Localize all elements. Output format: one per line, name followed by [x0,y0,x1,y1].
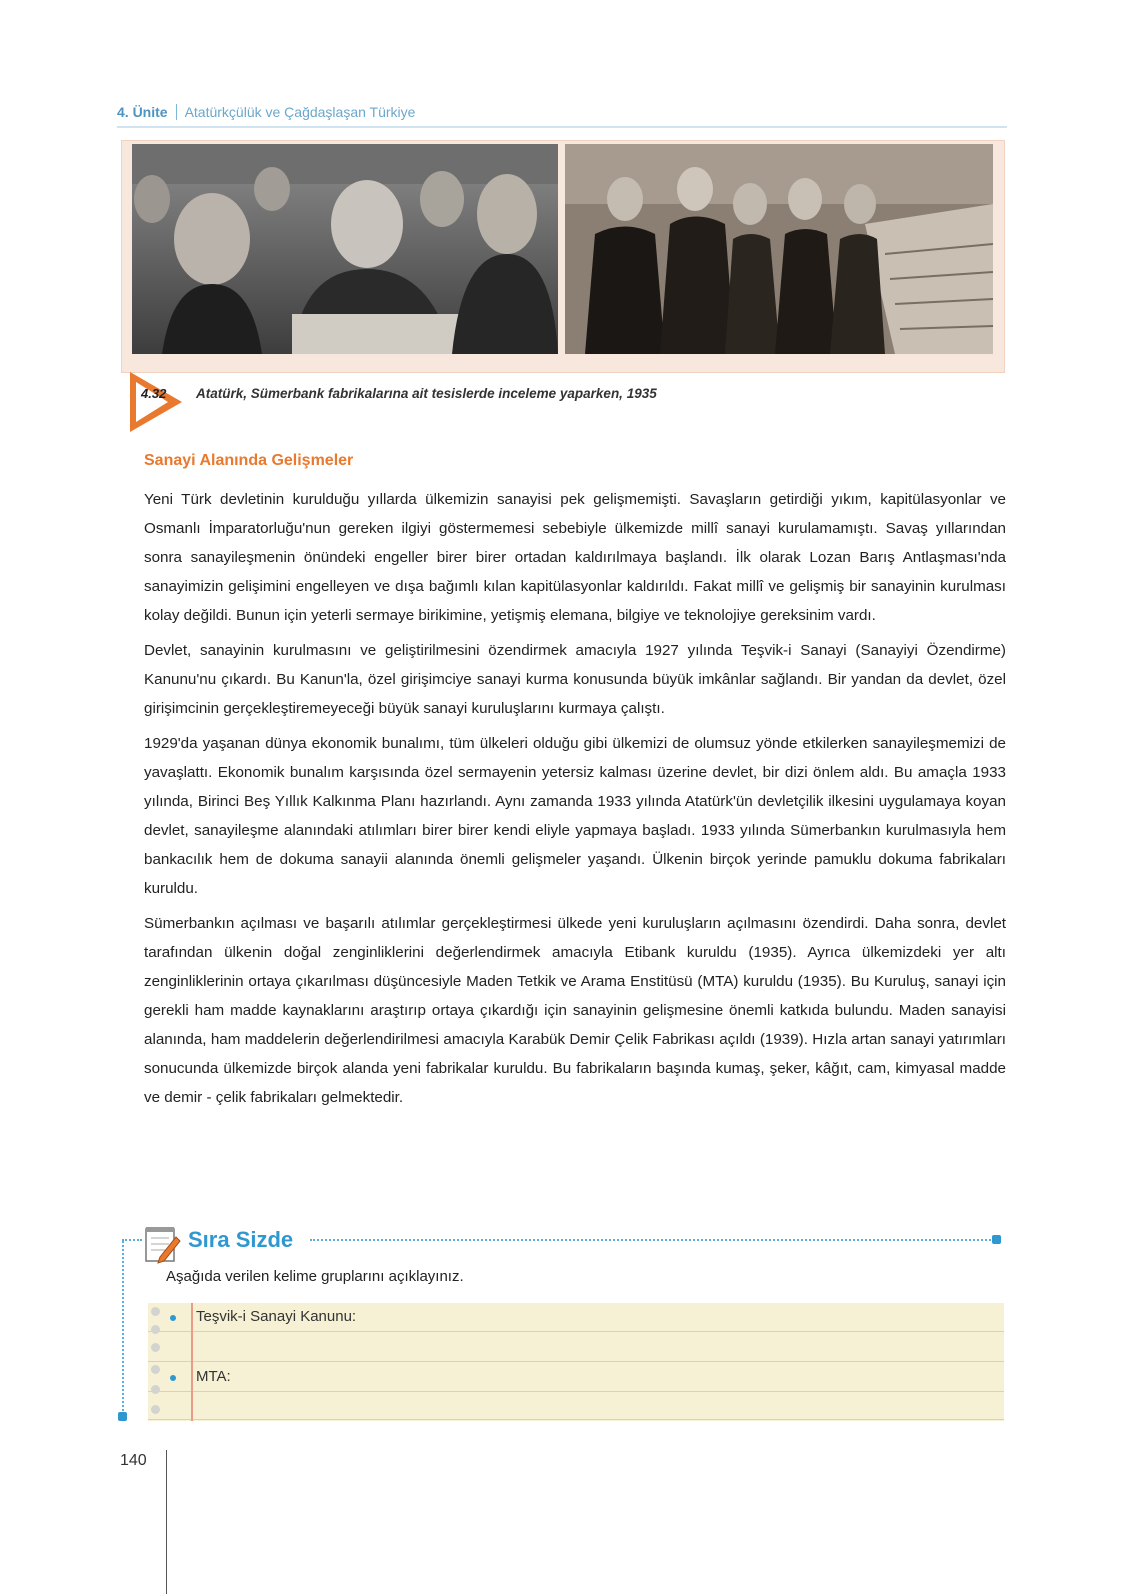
paragraph [144,909,1006,1112]
notebook-hole [151,1405,160,1414]
photo-ataturk-factory [565,144,993,354]
notebook-hole [151,1307,160,1316]
notebook-hole [151,1343,160,1352]
notebook-line [148,1419,1004,1420]
figure-marker [130,372,190,434]
notebook-margin [191,1303,193,1421]
notebook-line [148,1331,1004,1332]
notepad-pencil-icon [142,1225,182,1265]
unit-subtitle: Atatürkçülük ve Çağdaşlaşan Türkiye [184,104,416,120]
activity-border [122,1241,124,1419]
activity-border-end [992,1235,1001,1244]
bullet-icon [170,1375,176,1381]
notebook-hole [151,1325,160,1334]
body-text [144,485,1006,1118]
header-divider [176,104,177,120]
unit-label: 4. Ünite [117,104,168,120]
answer-notebook [148,1303,1004,1421]
notebook-line [148,1391,1004,1392]
activity-border-end [118,1412,127,1421]
bullet-icon [170,1315,176,1321]
answer-item-label[interactable]: Teşvik-i Sanayi Kanunu: [196,1308,357,1325]
paragraph-text: Sümerbankın açılması ve başarılı atılımlar gerçekleştirmesi ülkede yeni kuruluşların açılmasını özendirdi. Daha sonra, devlet tarafından ülkenin doğal zenginliklerini değerlendirmek amacıyla Etibank kuruldu (1935). Ayrıca ülkemizdeki yer altı zenginliklerinin ortaya çıkarılması düşüncesiyle Maden Tetkik ve Arama Enstitüsü (MTA) kuruldu (1935). Bu Kuruluş, sanayi için gerekli ham madde kaynaklarını araştırıp ortaya çıkardığı için sanayinin gelişmesine önemli katkıda bulundu. Maden sanayisi alanında, ham maddelerin değerlendirilmesi amacıyla Karabük Demir Çelik Fabrikası açıldı (1939). Hızla artan sanayi yatırımları sonucunda ülkemizde birçok alanda yeni fabrikalar kuruldu. Bu fabrikaların başında kumaş, şeker, kâğıt, cam, kimyasal madde ve demir - çelik fabrikaları gelmektedir. [144,915,1006,1106]
photo-ataturk-seated [132,144,558,354]
figure-number: 4.32 [141,386,167,401]
header-rule [117,126,1007,128]
page-number-rule [166,1450,167,1594]
figure-caption: Atatürk, Sümerbank fabrikalarına ait tesislerde inceleme yaparken, 1935 [196,386,657,401]
notebook-hole [151,1385,160,1394]
section-title: Sanayi Alanında Gelişmeler [144,452,354,469]
answer-item-label[interactable]: MTA: [196,1368,231,1385]
activity-title: Sıra Sizde [188,1227,294,1252]
notebook-line [148,1361,1004,1362]
paragraph-text: 1929'da yaşanan dünya ekonomik bunalımı, tüm ülkeleri olduğu gibi ülkemizi de olumsuz yönde etkilerken sanayileşmemizi de yavaşlattı. Ekonomik bunalım karşısında özel sermayenin yetersiz kalması üzerine devlet, bir dizi önlem aldı. Bu amaçla 1933 yılında, Birinci Beş Yıllık Kalkınma Planı hazırlandı. Aynı zamanda 1933 yılında Atatürk'ün devletçilik ilkesini uygulamaya koyan devlet, sanayileşme alanındaki atılımları birer birer kendi eliyle yapmaya başladı. 1933 yılında Sümerbankın kurulmasıyla hem bankacılık hem de dokuma sanayii alanında önemli gelişmeler yaşandı. Ülkenin birçok yerinde pamuklu dokuma fabrikaları kuruldu. [144,735,1006,897]
paragraph [144,485,1006,630]
page-number: 140 [120,1452,147,1469]
activity-border [122,1239,142,1241]
notebook-hole [151,1365,160,1374]
activity-border [310,1239,994,1241]
paragraph-text: Devlet, sanayinin kurulmasını ve geliştirilmesini özendirmek amacıyla 1927 yılında Teşvik-i Sanayi (Sanayiyi Özendirme) Kanunu'nu çıkardı. Bu Kanun'la, özel girişimciye sanayi kurma konusunda büyük imkânlar sağlandı. Bir yandan da devlet, özel girişimcinin gerçekleştiremeyeceği büyük sanayi kuruluşlarını kurmaya çalıştı. [144,642,1006,717]
paragraph-text: Yeni Türk devletinin kurulduğu yıllarda ülkemizin sanayisi pek gelişmemişti. Savaşların getirdiği yıkım, kapitülasyonlar ve Osmanlı İmparatorluğu'nun gereken ilgiyi göstermemesi sebebiyle ülkemizde millî sanayi kurulamamıştı. Savaş yıllarından sonra sanayileşmenin önündeki engeller birer birer ortadan kaldırılmaya başlandı. İlk olarak Lozan Barış Antlaşması'nda sanayimizin gelişimini engelleyen ve dışa bağımlı kılan kapitülasyonlar kaldırıldı. Fakat millî ve gelişmiş bir sanayinin kurulması kolay değildi. Bunun için yeterli sermaye birikimine, yetişmiş elemana, bilgiye ve teknolojiye gereksinim vardı. [144,491,1006,624]
running-header [117,104,415,120]
figure-frame [121,140,1005,373]
activity-box [120,1225,1006,1420]
activity-instruction: Aşağıda verilen kelime gruplarını açıklayınız. [166,1268,464,1285]
paragraph [144,729,1006,903]
paragraph [144,636,1006,723]
